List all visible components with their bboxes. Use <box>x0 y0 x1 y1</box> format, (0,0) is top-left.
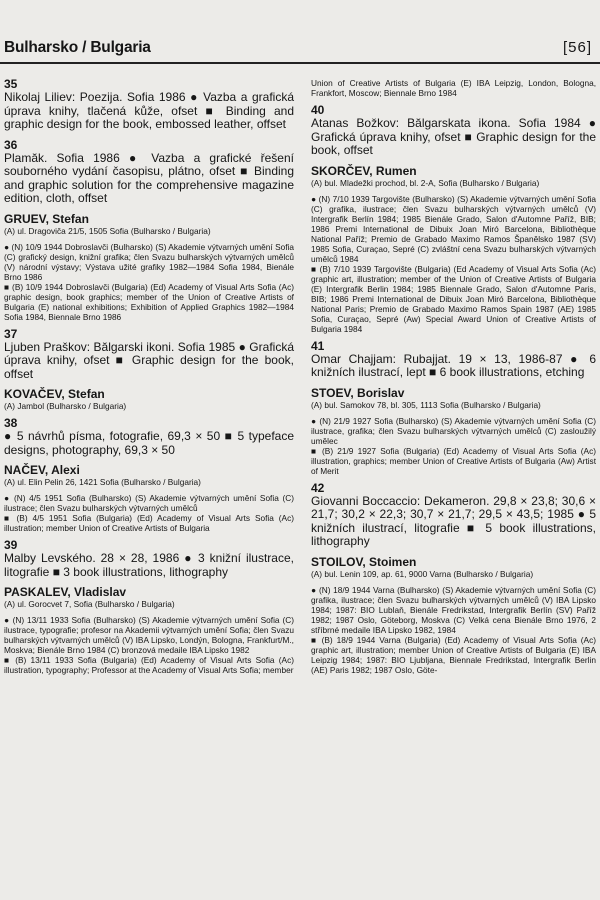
entry-text: Malby Levského. 28 × 28, 1986 ● 3 knižní ilustrace, litografie ■ 3 book illustrations, lithography <box>4 551 294 579</box>
entry-39 <box>4 539 294 579</box>
entry-37 <box>4 328 294 382</box>
artist-name: GRUEV, Stefan <box>4 211 89 226</box>
artist-bio-cs: ● (N) 18/9 1944 Varna (Bulharsko) (S) Akademie výtvarných umění Sofia (C) grafika, ilustrace; člen Svazu bulharských výtvarných umělců (V) IBA Lipsko 1984; 1987: BIO Lublaň, Bienále Fredrikstad, Intergrafik Berlín (SV) Paříž 1982; 1987 Oslo, Göteborg, Moskva (C) Velká cena Bienále Brno 1976, 2 stříbrné medaile IBA Lipsko 1982, 1984 <box>311 584 596 635</box>
entry-number: 41 <box>311 338 325 353</box>
artist-bio-en: ■ (B) 18/9 1944 Varna (Bulgaria) (Ed) Academy of Visual Arts Sofia (Ac) graphic art, illustration; member Union of Creative Artists of Bulgaria (E) IBA Leipzig 1984; 1987: BIO Ljubljana, Biennale Fredrikstad, Intergrafik Berlin (AE) Paris 1982; 1987 Oslo, Göte- <box>311 634 596 675</box>
entry-number: 35 <box>4 77 18 91</box>
entry-text: Omar Chajjam: Rubajjat. 19 × 13, 1986-87 ● 6 knižních ilustrací, lept ■ 6 book illustrations, etching <box>311 351 596 379</box>
page-number: [56] <box>562 39 592 56</box>
continued-bio: Union of Creative Artists of Bulgaria (E) IBA Leipzig, London, Bologna, Frankfort, Moscow; Biennale Brno 1984 <box>311 78 596 98</box>
artist-address: (A) ul. Gorocvet 7, Sofia (Bulharsko / Bulgaria) <box>4 599 175 609</box>
artist-bio-en: ■ (B) 21/9 1927 Sofia (Bulgaria) (Ed) Academy of Visual Arts Sofia (Ac) illustration, graphics; member Union of Creative Artists of Bulgaria (Aw) Artist of Merit <box>311 445 596 476</box>
artist-address: (A) Jambol (Bulharsko / Bulgaria) <box>4 401 127 411</box>
page-title: Bulharsko / Bulgaria <box>4 39 151 56</box>
artist-bio-cs: ● (N) 13/11 1933 Sofia (Bulharsko) (S) Akademie výtvarných umění Sofia (C) ilustrace, typografie; profesor na Akademii výtvarných umění Sofia; člen Svazu bulharských výtvarných umělců (V) IBA Lipsko, Londýn, Bologna, Frankfurt/M., Moskva; Bienále Brno 1984 (C) bronzová medaile IBA Lipsko 1982 <box>4 615 294 655</box>
artist-bio-en: ■ (B) 4/5 1951 Sofia (Bulgaria) (Ed) Academy of Visual Arts Sofia (Ac) illustration; member Union of Creative Artists of Bulgaria <box>4 513 294 533</box>
entry-number: 38 <box>4 416 18 430</box>
page-header <box>0 36 600 64</box>
entry-text: Plamăk. Sofia 1986 ● Vazba a grafické řešení souborného vydání časopisu, plátno, ofset ■ Binding and graphic solution for the comprehensive magazine edition, cloth, offset <box>4 150 294 205</box>
artist-address: (A) bul. Mladežki prochod, bl. 2-A, Sofia (Bulharsko / Bulgaria) <box>311 177 540 188</box>
artist-address: (A) bul. Lenin 109, ap. 61, 9000 Varna (Bulharsko / Bulgaria) <box>311 568 534 579</box>
artist-name: KOVAČEV, Stefan <box>4 387 105 401</box>
entry-41 <box>311 340 596 380</box>
artist-bio-en: ■ (B) 7/10 1939 Targovište (Bulgaria) (Ed Academy of Visual Arts Sofia (Ac) graphic art, illustration; member of the Union of Creative Artists of Bulgaria (E) Intergrafik Berlin 1984; 1985 Biennale Grado, Salon d'Automne Paris, BIB; 1986 Premi International de Dibuix Joan Miró Barcelona, Bibliothèque National Paris; Premio de Grabado Maximo Ramos Spain 1987 (AE) 1985 Sofia, Curaçao, Sepré (Aw) Special Award Union of Creative Artists of Bulgaria 1984 <box>311 263 596 334</box>
entry-40 <box>311 104 596 158</box>
entry-text: Atanas Božkov: Bălgarskata ikona. Sofia 1984 ● Grafická úprava knihy, ofset ■ Graphic design for the book, offset <box>311 116 596 157</box>
artist-name: PASKALEV, Vladislav <box>4 585 127 599</box>
artist-name: STOEV, Borislav <box>311 385 405 400</box>
entry-38 <box>4 417 294 457</box>
entry-number: 39 <box>4 538 18 552</box>
entry-36 <box>4 139 294 206</box>
entry-42 <box>311 482 596 549</box>
artist-address: (A) ul. Elin Pelin 26, 1421 Sofia (Bulharsko / Bulgaria) <box>4 477 201 487</box>
artist-name: STOILOV, Stoimen <box>311 554 417 569</box>
artist-address: (A) bul. Samokov 78, bl. 305, 1113 Sofia (Bulharsko / Bulgaria) <box>311 399 541 410</box>
artist-bio-en: ■ (B) 13/11 1933 Sofia (Bulgaria) (Ed) Academy of Visual Arts Sofia (Ac) illustration, typography; Professor at the Academy of Visual Arts Sofia; member <box>4 655 294 675</box>
left-column <box>4 78 294 675</box>
artist-address: (A) ul. Dragoviča 21/5, 1505 Sofia (Bulharsko / Bulgaria) <box>4 225 211 236</box>
artist-bio-cs: ● (N) 10/9 1944 Dobroslavči (Bulharsko) (S) Akademie výtvarných umění Sofia (C) grafický design, knižní grafika; člen Svazu bulharských výtvarných umělců (V) národní výstavy; Výstava užité grafiky 1982—1984 Sofia 1984, Bienále Brno 1986 <box>4 241 294 282</box>
artist-bio-cs: ● (N) 4/5 1951 Sofia (Bulharsko) (S) Akademie výtvarných umění Sofia (C) ilustrace; člen Svazu bulharských výtvarných umělců <box>4 493 294 513</box>
entry-number: 37 <box>4 326 18 341</box>
artist-name: SKORČEV, Rumen <box>311 163 417 178</box>
entry-number: 36 <box>4 137 18 152</box>
entry-text: ● 5 návrhů písma, fotografie, 69,3 × 50 ■ 5 typeface designs, photography, 69,3 × 50 <box>4 429 294 457</box>
right-column <box>311 78 596 675</box>
artist-bio-cs: ● (N) 21/9 1927 Sofia (Bulharsko) (S) Akademie výtvarných umění Sofia (C) ilustrace, grafika; člen Svazu bulharských výtvarných umělců (C) zasloužilý umělec <box>311 415 596 446</box>
entry-text: Giovanni Boccaccio: Dekameron. 29,8 × 23,8; 30,6 × 21,7; 30,2 × 22,3; 30,7 × 21,7; 29,5 × 43,5; 1985 ● 5 knižních ilustrací, litografie ■ 5 book illustrations, lithography <box>311 493 596 548</box>
entry-number: 42 <box>311 480 325 495</box>
entry-35 <box>4 78 294 132</box>
entry-text: Ljuben Praškov: Bălgarski ikoni. Sofia 1985 ● Grafická úprava knihy, ofset ■ Graphic design for the book, offset <box>4 339 294 381</box>
entry-number: 40 <box>311 103 325 117</box>
artist-name: NAČEV, Alexi <box>4 463 80 477</box>
artist-bio-cs: ● (N) 7/10 1939 Targovište (Bulharsko) (S) Akademie výtvarných umění Sofia (C) grafika, ilustrace; člen Svazu bulharských výtvarných umělců (V) Intergrafik Berlín 1984; 1985 Bienále Grado, Salon d'Automne Paříž, BIB; 1986 Premi International de Dibuix Joan Miró Barcelona, Bibliothèque National Paříž; Premio de Grabado Maximo Ramos Španělsko 1987 (SV) 1985 Sofia, Curaçao, Sepré (C) zvláštní cena Svazu bulharských výtvarných umělců 1984 <box>311 193 596 264</box>
entry-text: Nikolaj Liliev: Poezija. Sofia 1986 ● Vazba a grafická úprava knihy, tlačená kůže, ofset ■ Binding and graphic design for the book, embossed leather, offset <box>4 90 294 131</box>
artist-bio-en: ■ (B) 10/9 1944 Dobroslavči (Bulgaria) (Ed) Academy of Visual Arts Sofia (Ac) graphic design, book graphics; member of the Union of Creative Artists of Bulgaria (E) national exhibitions; Exhibition of Applied Graphics 1982—1984 Sofia 1984, Biennale Brno 1986 <box>4 281 294 322</box>
